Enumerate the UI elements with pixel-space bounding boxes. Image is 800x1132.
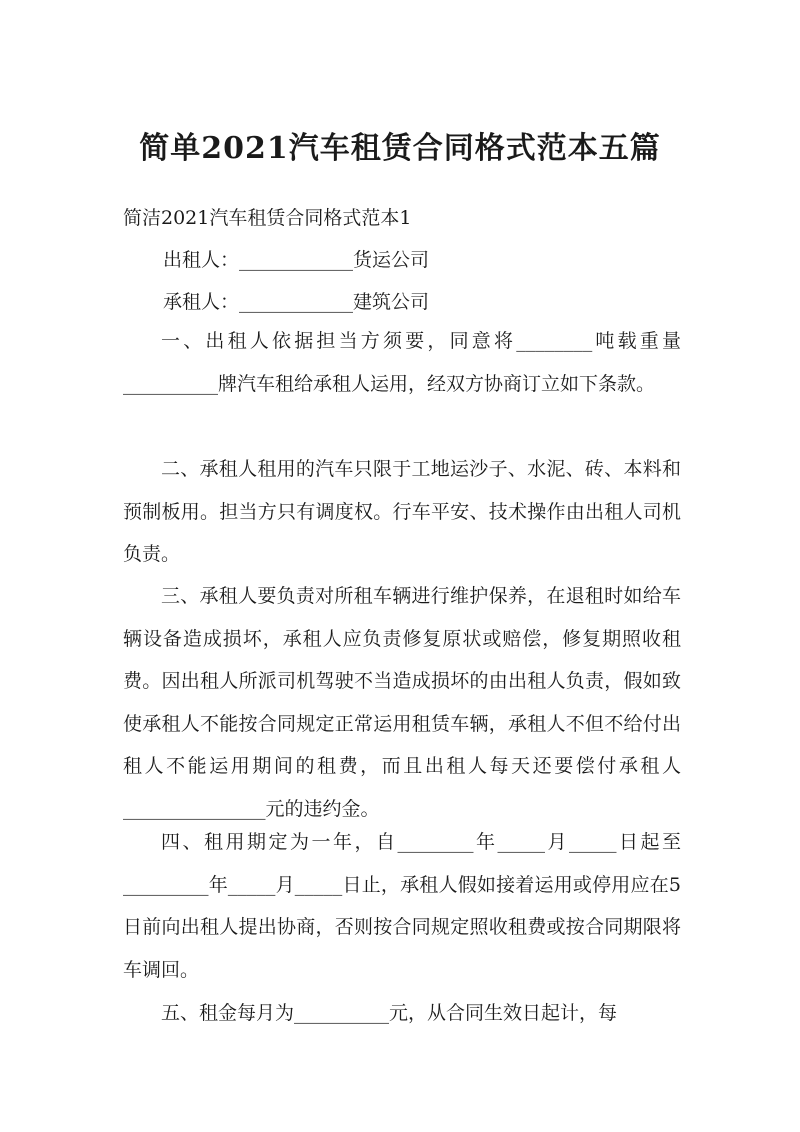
document-title: 简单2021汽车租赁合同格式范本五篇 — [139, 131, 661, 166]
clause-3: 三、承租人要负责对所租车辆进行维护保养，在退租时如给车辆设备造成损坏，承租人应负责修复原状或赔偿，修复期照收租费。因出租人所派司机驾驶不当造成损坏的由出租人负责，假如致使承租人不能按合同规定正常运用租赁车辆，承租人不但不给付出租人不能运用期间的租费，而且出租人每天还要偿付承租人_______________元的违约金。 — [123, 585, 681, 820]
section-subtitle: 简洁2021汽车租赁合同格式范本1 — [123, 207, 412, 229]
clause-5: 五、租金每月为__________元，从合同生效日起计，每 — [161, 1002, 618, 1024]
clause-1: 一、出租人依据担当方须要，同意将________吨载重量__________牌汽车租给承租人运用，经双方协商订立如下条款。 — [123, 330, 681, 395]
lessor-line: 出租人：____________货运公司 — [163, 249, 430, 271]
clause-2: 二、承租人租用的汽车只限于工地运沙子、水泥、砖、本料和预制板用。担当方只有调度权。行车平安、技术操作由出租人司机负责。 — [123, 458, 681, 565]
clause-4: 四、租用期定为一年，自________年_____月_____日起至_________年_____月_____日止，承租人假如接着运用或停用应在5日前向出租人提出协商，否则按合同规定照收租费或按合同期限将车调回。 — [123, 831, 681, 981]
lessee-line: 承租人：____________建筑公司 — [163, 291, 430, 313]
